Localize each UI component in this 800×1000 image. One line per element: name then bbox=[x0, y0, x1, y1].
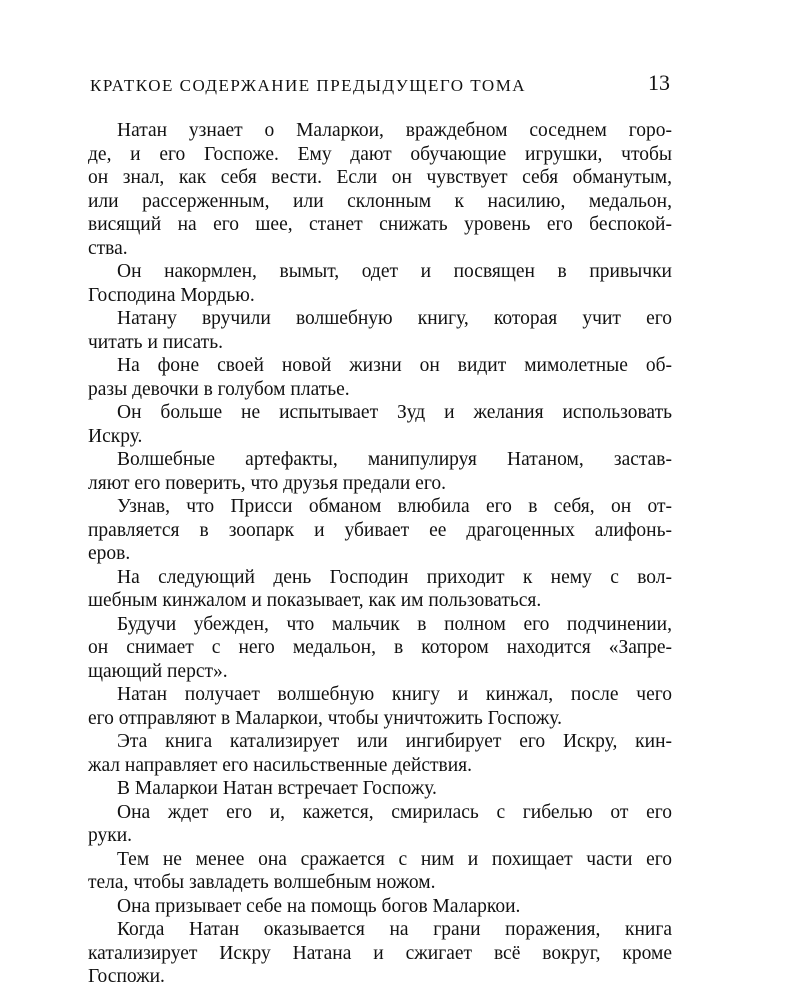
paragraph bbox=[88, 918, 672, 989]
text-line: его отправляют в Маларкои, чтобы уничтожить Госпожу. bbox=[88, 707, 562, 729]
paragraph bbox=[88, 777, 672, 801]
paragraph bbox=[88, 448, 672, 495]
paragraph bbox=[88, 566, 672, 613]
text-line: Когда Натан оказывается на грани поражения, книга bbox=[117, 919, 672, 940]
text-line: руки. bbox=[88, 825, 133, 846]
paragraph bbox=[88, 895, 672, 919]
text-line: На фоне своей новой жизни он видит мимолетные об- bbox=[117, 355, 672, 376]
text-line: Эта книга катализирует или ингибирует его Искру, кин- bbox=[117, 731, 672, 752]
text-line: На следующий день Господин приходит к нему с вол- bbox=[117, 566, 672, 588]
text-line: он снимает с него медальон, в котором находится «Запре- bbox=[88, 637, 672, 658]
text-line: Волшебные артефакты, манипулируя Натаном, застав- bbox=[117, 449, 672, 470]
text-line: тела, чтобы завладеть волшебным ножом. bbox=[88, 872, 436, 893]
text-line: Натан получает волшебную книгу и кинжал, после чего bbox=[117, 684, 672, 705]
text-line: разы девочки в голубом платье. bbox=[88, 378, 350, 400]
paragraph bbox=[88, 613, 672, 684]
running-title: КРАТКОЕ СОДЕРЖАНИЕ ПРЕДЫДУЩЕГО ТОМА bbox=[90, 76, 527, 95]
text-line: еров. bbox=[88, 543, 131, 564]
paragraph bbox=[88, 260, 672, 307]
text-line: Она ждет его и, кажется, смирилась с гибелью от его bbox=[117, 801, 672, 823]
text-line: Госпожи. bbox=[88, 966, 165, 987]
paragraph bbox=[88, 730, 672, 777]
page-number: 13 bbox=[648, 70, 670, 95]
text-line: ства. bbox=[88, 237, 128, 259]
body-text bbox=[88, 119, 672, 989]
text-line: или рассерженным, или склонным к насилию, медальон, bbox=[88, 190, 672, 212]
text-line: жал направляет его насильственные действия. bbox=[88, 754, 472, 776]
text-line: Господина Мордью. bbox=[88, 284, 255, 306]
text-line: Он больше не испытывает Зуд и желания использовать bbox=[117, 402, 672, 423]
text-line: Он накормлен, вымыт, одет и посвящен в привычки bbox=[117, 261, 672, 282]
text-line: катализирует Искру Натана и сжигает всё вокруг, кроме bbox=[88, 942, 672, 964]
paragraph bbox=[88, 307, 672, 354]
text-line: Натану вручили волшебную книгу, которая учит его bbox=[117, 308, 672, 329]
text-line: Искру. bbox=[88, 425, 143, 447]
paragraph bbox=[88, 848, 672, 895]
text-line: читать и писать. bbox=[88, 331, 223, 353]
text-line: де, и его Госпоже. Ему дают обучающие игрушки, чтобы bbox=[88, 143, 672, 165]
text-line: В Маларкои Натан встречает Госпожу. bbox=[117, 778, 437, 799]
text-line: Тем не менее она сражается с ним и похищает части его bbox=[117, 848, 672, 870]
text-line: Натан узнает о Маларкои, враждебном соседнем горо- bbox=[117, 120, 672, 141]
text-line: ляют его поверить, что друзья предали его. bbox=[88, 472, 446, 494]
text-line: шебным кинжалом и показывает, как им пользоваться. bbox=[88, 590, 542, 611]
paragraph bbox=[88, 119, 672, 260]
paragraph bbox=[88, 354, 672, 401]
text-line: Будучи убежден, что мальчик в полном его подчинении, bbox=[117, 613, 672, 635]
paragraph bbox=[88, 401, 672, 448]
text-line: висящий на его шее, станет снижать уровень его беспокой- bbox=[88, 214, 672, 235]
text-line: Она призывает себе на помощь богов Маларкои. bbox=[117, 895, 521, 917]
text-line: он знал, как себя вести. Если он чувствует себя обманутым, bbox=[88, 167, 672, 188]
text-line: щающий перст». bbox=[88, 660, 228, 682]
paragraph bbox=[88, 683, 672, 730]
text-line: правляется в зоопарк и убивает ее драгоценных алифонь- bbox=[88, 519, 672, 541]
paragraph bbox=[88, 801, 672, 848]
text-line: Узнав, что Присси обманом влюбила его в себя, он от- bbox=[117, 496, 672, 517]
paragraph bbox=[88, 495, 672, 566]
